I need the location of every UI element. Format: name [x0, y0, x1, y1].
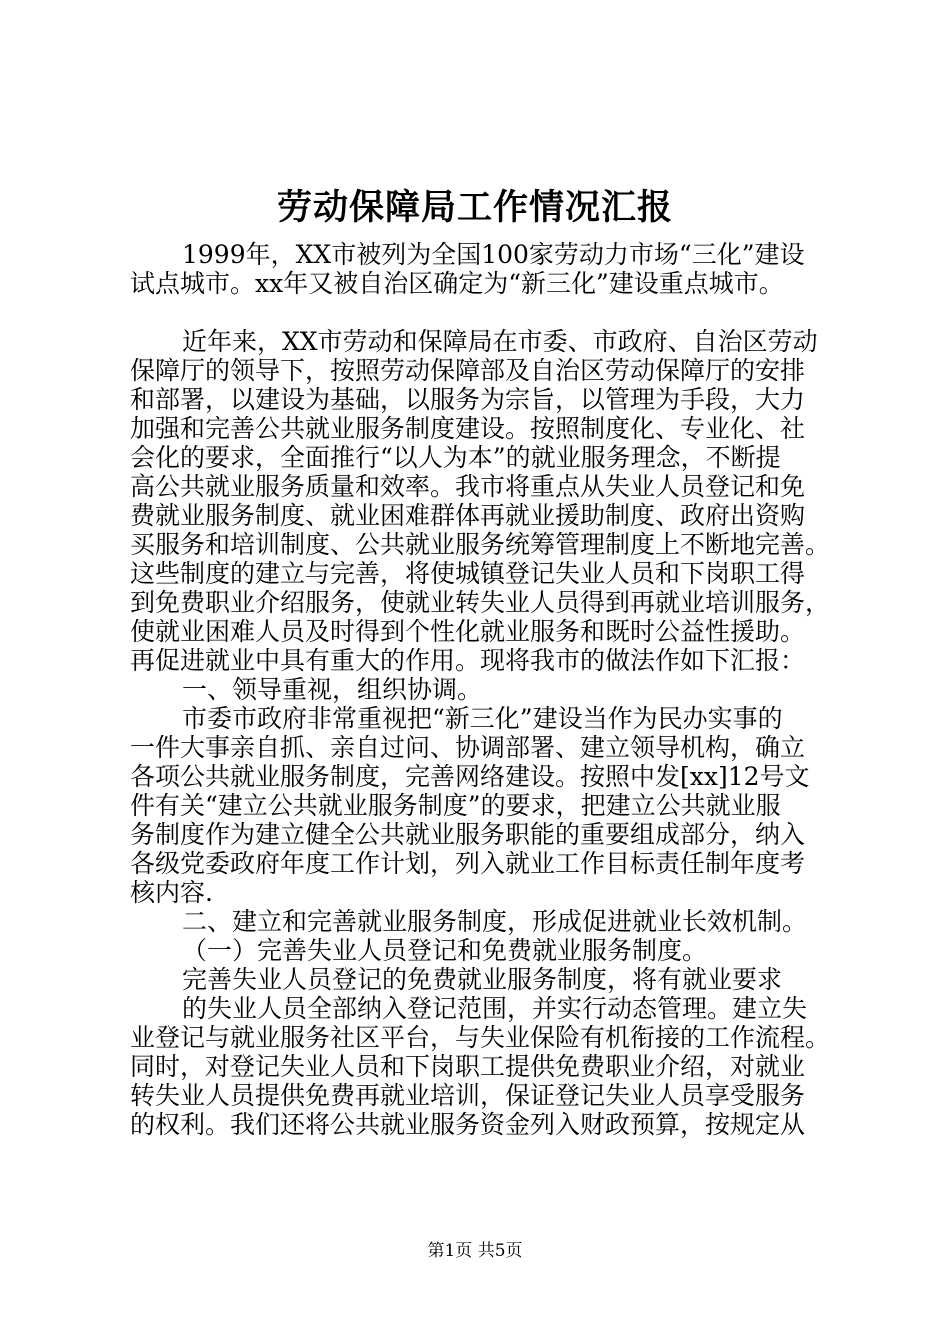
section-heading: 二、建立和完善就业服务制度，形成促进就业长效机制。: [182, 907, 808, 936]
paragraph-line: 加强和完善公共就业服务制度建设。按照制度化、专业化、社: [130, 414, 806, 443]
paragraph-line: 使就业困难人员及时得到个性化就业服务和既时公益性援助。: [130, 617, 806, 646]
paragraph-line: 会化的要求，全面推行“以人为本”的就业服务理念，不断提: [130, 443, 781, 472]
paragraph-line: 试点城市。xx年又被自治区确定为“新三化”建设重点城市。: [130, 269, 784, 298]
paragraph-line: 完善失业人员登记的免费就业服务制度，将有就业要求: [182, 965, 783, 994]
paragraph-line: 和部署，以建设为基础，以服务为宗旨，以管理为手段，大力: [130, 385, 806, 414]
paragraph-line: 的失业人员全部纳入登记范围，并实行动态管理。建立失: [182, 994, 808, 1023]
paragraph-line: 这些制度的建立与完善，将使城镇登记失业人员和下岗职工得: [130, 559, 806, 588]
paragraph-line: 到免费职业介绍服务，使就业转失业人员得到再就业培训服务，: [130, 588, 831, 617]
paragraph-line: 的权利。我们还将公共就业服务资金列入财政预算，按规定从: [130, 1110, 806, 1139]
page-footer: 第1页 共5页: [427, 1241, 523, 1261]
paragraph-line: 费就业服务制度、就业困难群体再就业援助制度、政府出资购: [130, 501, 806, 530]
paragraph-line: 务制度作为建立健全公共就业服务职能的重要组成部分，纳入: [130, 820, 806, 849]
paragraph-line: 市委市政府非常重视把“新三化”建设当作为民办实事的: [182, 704, 783, 733]
paragraph-line: 同时，对登记失业人员和下岗职工提供免费职业介绍，对就业: [130, 1052, 806, 1081]
paragraph-line: 高公共就业服务质量和效率。我市将重点从失业人员登记和免: [130, 472, 806, 501]
paragraph-line: 各级党委政府年度工作计划，列入就业工作目标责任制年度考: [130, 849, 806, 878]
subsection-heading: （一）完善失业人员登记和免费就业服务制度。: [182, 936, 708, 965]
document-title: 劳动保障局工作情况汇报: [276, 187, 673, 228]
paragraph-line: 再促进就业中具有重大的作用。现将我市的做法作如下汇报：: [130, 646, 806, 675]
paragraph-line: 核内容.: [130, 878, 213, 907]
paragraph-line: 业登记与就业服务社区平台，与失业保险有机衔接的工作流程。: [130, 1023, 831, 1052]
paragraph-line: 1999年，XX市被列为全国100家劳动力市场“三化”建设: [182, 240, 805, 269]
paragraph-line: 转失业人员提供免费再就业培训，保证登记失业人员享受服务: [130, 1081, 806, 1110]
paragraph-line: 件有关“建立公共就业服务制度”的要求，把建立公共就业服: [130, 791, 781, 820]
paragraph-line: 保障厅的领导下，按照劳动保障部及自治区劳动保障厅的安排: [130, 356, 806, 385]
paragraph-line: 买服务和培训制度、公共就业服务统筹管理制度上不断地完善。: [130, 530, 831, 559]
paragraph-line: 各项公共就业服务制度，完善网络建设。按照中发[xx]12号文: [130, 762, 810, 791]
paragraph-line: 近年来，XX市劳动和保障局在市委、市政府、自治区劳动: [182, 327, 818, 356]
section-heading: 一、领导重视，组织协调。: [182, 675, 483, 704]
paragraph-line: 一件大事亲自抓、亲自过问、协调部署、建立领导机构，确立: [130, 733, 806, 762]
